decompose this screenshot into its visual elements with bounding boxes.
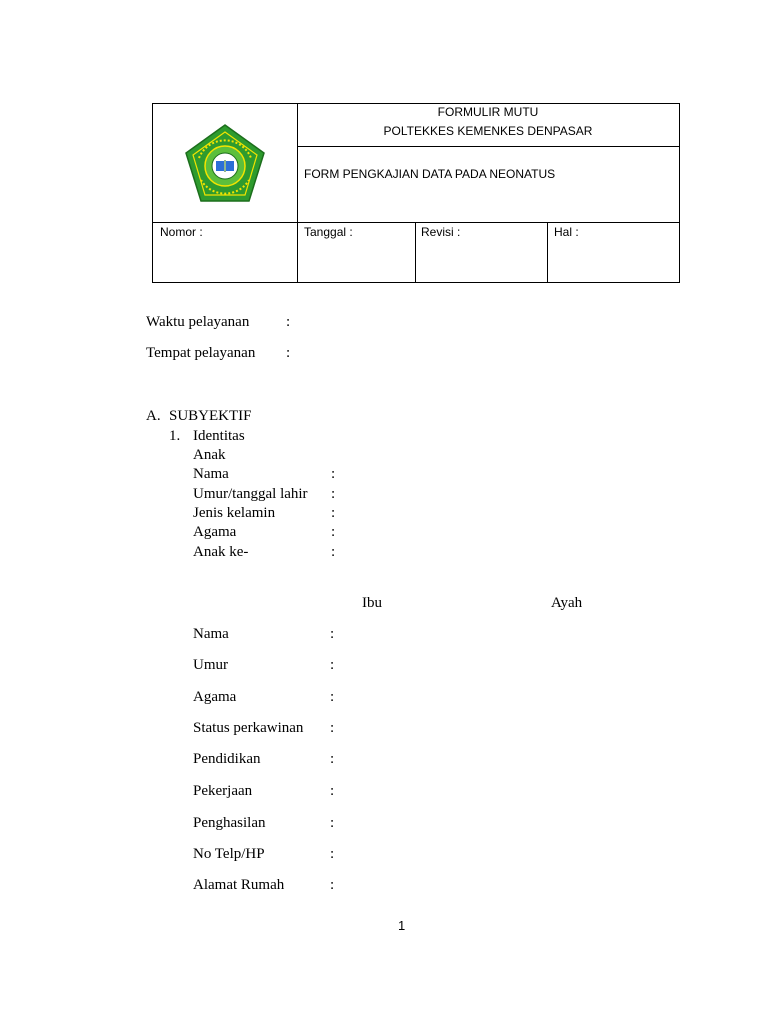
anak-field-label: Anak ke-	[193, 544, 249, 560]
colon: :	[330, 626, 335, 642]
colon: :	[331, 544, 336, 560]
colon: :	[330, 751, 335, 767]
anak-field-label: Jenis kelamin	[193, 505, 276, 521]
column-ibu: Ibu	[362, 595, 382, 611]
colon: :	[330, 657, 335, 673]
colon: :	[286, 314, 291, 330]
colon: :	[331, 486, 336, 502]
nomor-label: Nomor :	[160, 225, 203, 239]
form-quality-title: FORMULIR MUTU	[437, 105, 539, 119]
institution-logo	[183, 122, 267, 206]
divider	[547, 222, 548, 282]
colon: :	[331, 505, 336, 521]
colon: :	[286, 345, 291, 361]
column-ayah: Ayah	[551, 595, 583, 611]
anak-field-label: Nama	[193, 466, 229, 482]
colon: :	[330, 689, 335, 705]
colon: :	[331, 466, 336, 482]
parent-field-label: Umur	[193, 657, 228, 673]
parent-field-label: Agama	[193, 689, 237, 705]
hal-label: Hal :	[554, 225, 579, 239]
section-letter: A.	[146, 408, 161, 424]
revisi-label: Revisi :	[421, 225, 461, 239]
anak-field-label: Umur/tanggal lahir	[193, 486, 308, 502]
divider	[297, 146, 679, 147]
anak-heading: Anak	[193, 447, 226, 463]
parent-field-label: Pendidikan	[193, 751, 261, 767]
colon: :	[330, 846, 335, 862]
anak-field-label: Agama	[193, 524, 237, 540]
page-number: 1	[398, 918, 406, 933]
colon: :	[331, 524, 336, 540]
parent-field-label: Alamat Rumah	[193, 877, 285, 893]
colon: :	[330, 783, 335, 799]
colon: :	[330, 720, 335, 736]
tanggal-label: Tanggal :	[304, 225, 353, 239]
colon: :	[330, 815, 335, 831]
form-title: FORM PENGKAJIAN DATA PADA NEONATUS	[304, 167, 556, 181]
section-title: SUBYEKTIF	[169, 408, 252, 424]
colon: :	[330, 877, 335, 893]
parent-field-label: Pekerjaan	[193, 783, 253, 799]
institution-name: POLTEKKES KEMENKES DENPASAR	[383, 124, 593, 138]
item-title: Identitas	[193, 428, 245, 444]
divider	[415, 222, 416, 282]
divider	[153, 222, 679, 223]
parent-field-label: Nama	[193, 626, 229, 642]
parent-field-label: Penghasilan	[193, 815, 266, 831]
form-header-table	[152, 103, 680, 283]
waktu-pelayanan-label: Waktu pelayanan	[146, 314, 250, 330]
parent-field-label: Status perkawinan	[193, 720, 304, 736]
item-number: 1.	[169, 428, 181, 444]
tempat-pelayanan-label: Tempat pelayanan	[146, 345, 256, 361]
parent-field-label: No Telp/HP	[193, 846, 265, 862]
